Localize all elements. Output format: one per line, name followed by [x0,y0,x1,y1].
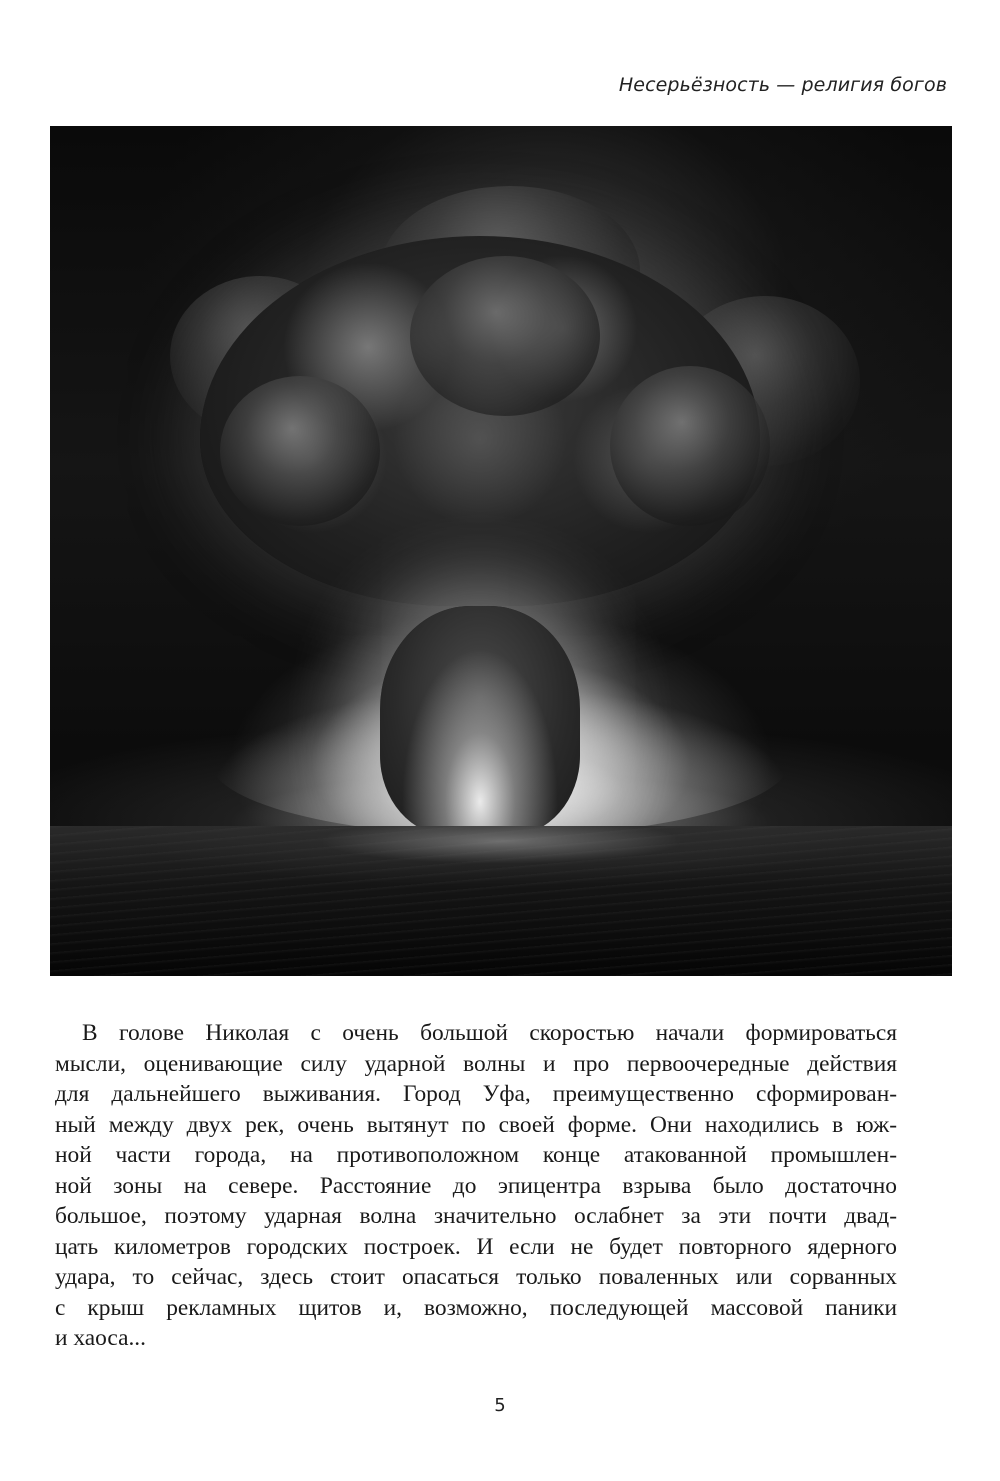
smoke-puff [220,376,380,526]
text-line: цать километров городских построек. И если не будет повторного ядерного [55,1233,897,1260]
photo-ground [50,826,952,976]
text-line: ной части города, на противоположном конце атакованной промышлен- [55,1142,897,1168]
text-line: с крыш рекламных щитов и, возможно, последующей массовой паники [55,1294,897,1321]
text-line: мысли, оценивающие силу ударной волны и про первоочередные действия [55,1050,897,1077]
body-paragraph [55,1018,897,1354]
text-line: В голове Николая с очень большой скоростью начали формироваться [82,1020,897,1046]
mushroom-stem [380,606,580,836]
page-number: 5 [494,1395,506,1416]
mushroom-cloud-photo [50,126,952,976]
text-line: ной зоны на севере. Расстояние до эпицентра взрыва было достаточно [55,1172,897,1199]
running-header: Несерьёзность — религия богов [618,74,947,96]
text-line: большое, поэтому ударная волна значительно ослабнет за эти почти двад- [55,1203,897,1229]
text-line: ный между двух рек, очень вытянут по своей форме. Они находились в юж- [55,1111,897,1138]
text-line: удара, то сейчас, здесь стоит опасаться только поваленных или сорванных [55,1264,897,1290]
smoke-puff [410,256,600,416]
smoke-puff [610,366,770,526]
text-line: для дальнейшего выживания. Город Уфа, преимущественно сформирован- [55,1081,897,1107]
text-line: и хаоса... [55,1325,147,1351]
